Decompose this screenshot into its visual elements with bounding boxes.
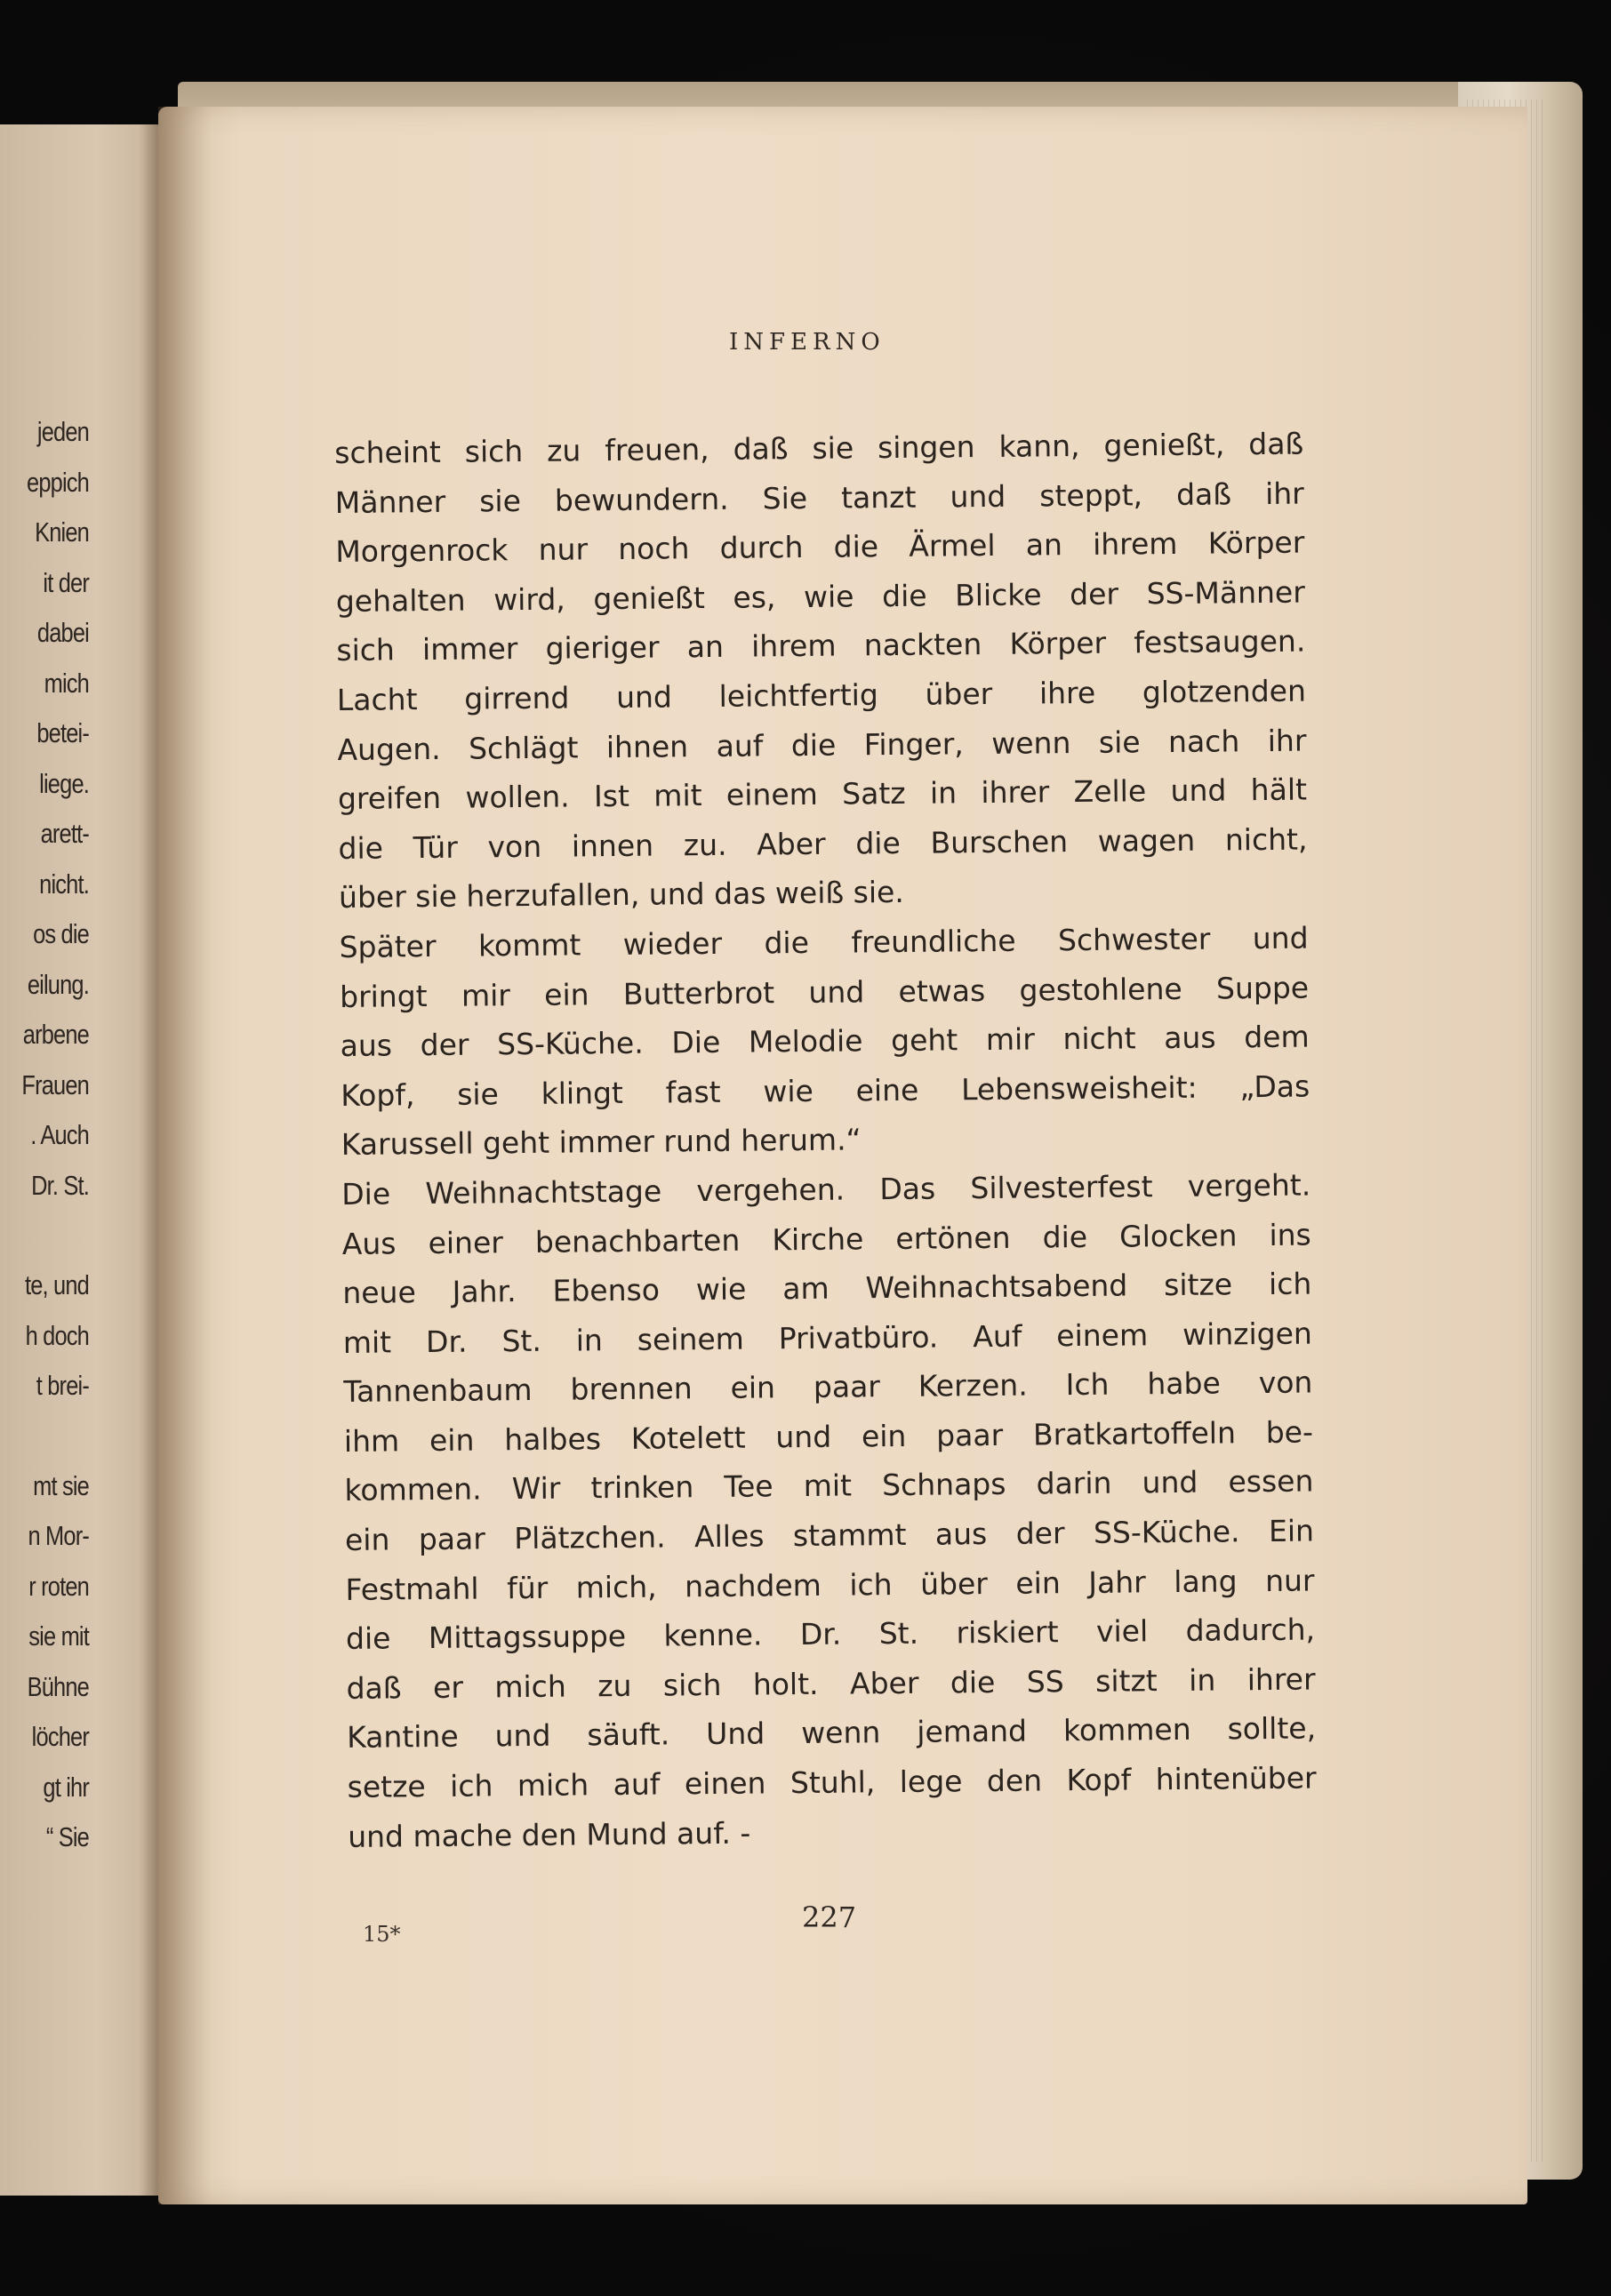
left-line: . Auch [30, 1119, 90, 1150]
left-line: mt sie [33, 1469, 89, 1501]
left-page-line-ends [0, 407, 89, 1863]
text-line: Kopf, sie klingt fast wie eine Lebensweisheit: „Das [341, 1068, 1310, 1113]
text-line: und mache den Mund auf. - [348, 1815, 751, 1854]
text-line: Festmahl für mich, nachdem ich über ein Jahr lang nur [345, 1563, 1315, 1607]
left-line: eilung. [27, 968, 89, 1000]
left-line: sie mit [28, 1620, 90, 1652]
text-line: Karussell geht immer rund herum.“ [341, 1122, 862, 1163]
left-line: gt ihr [43, 1771, 89, 1803]
left-line: betei- [36, 717, 89, 748]
left-line: dabei [36, 617, 89, 648]
text-line: die Tür von innen zu. Aber die Burschen wagen nicht, [338, 821, 1308, 866]
left-line: Knien [35, 516, 89, 548]
left-line: r roten [28, 1570, 89, 1602]
left-line: jeden [36, 416, 89, 447]
text-line: Die Weihnachtstage vergehen. Das Silvesterfest vergeht. [341, 1167, 1311, 1212]
left-line: it der [43, 566, 89, 598]
text-line: Aus einer benachbarten Kirche ertönen die Glocken ins [341, 1216, 1311, 1261]
text-line: daß er mich zu sich holt. Aber die SS sitzt in ihrer [346, 1661, 1316, 1706]
signature-mark: 15* [363, 1922, 401, 1947]
text-line: ein paar Plätzchen. Alles stammt aus der SS-Küche. Ein [344, 1513, 1315, 1558]
left-line: “ Sie [45, 1821, 89, 1852]
left-line: nicht. [39, 868, 89, 900]
text-line: sich immer gieriger an ihrem nackten Körper festsaugen. [336, 623, 1306, 668]
left-line: h doch [25, 1319, 89, 1351]
text-line: neue Jahr. Ebenso wie am Weihnachtsabend sitze ich [342, 1266, 1312, 1311]
text-line: ihm ein halbes Kotelett und ein paar Bratkartoffeln be- [343, 1414, 1314, 1459]
text-line: Lacht girrend und leichtfertig über ihre glotzenden [336, 673, 1307, 717]
left-line: liege. [39, 767, 89, 799]
spine-shadow [158, 107, 212, 2204]
running-head: INFERNO [729, 329, 886, 356]
left-line: mich [44, 667, 89, 699]
text-line: Kantine und säuft. Und wenn jemand kommen sollte, [346, 1710, 1317, 1756]
text-line: bringt mir ein Butterbrot und etwas gestohlene Suppe [339, 970, 1310, 1014]
text-line: die Mittagssuppe kenne. Dr. St. riskiert viel dadurch, [345, 1612, 1316, 1657]
left-line: t brei- [36, 1370, 89, 1401]
body-text [334, 420, 1317, 1862]
left-line: arbene [22, 1019, 89, 1050]
text-line: setze ich mich auf einen Stuhl, lege den Kopf hintenüber [347, 1760, 1317, 1804]
text-line: kommen. Wir trinken Tee mit Schnaps darin und essen [344, 1463, 1314, 1508]
text-line: über sie herzufallen, und das weiß sie. [338, 875, 905, 916]
left-line: arett- [40, 818, 89, 849]
left-line [16, 1412, 89, 1461]
text-line: Später kommt wieder die freundliche Schwester und [339, 920, 1309, 964]
left-line: n Mor- [28, 1520, 89, 1551]
left-line: te, und [24, 1269, 89, 1300]
text-line: Männer sie bewundern. Sie tanzt und steppt, daß ihr [334, 476, 1304, 520]
left-line: Dr. St. [31, 1169, 89, 1201]
text-line: Tannenbaum brennen ein paar Kerzen. Ich habe von [343, 1364, 1313, 1410]
text-line: Augen. Schlägt ihnen auf die Finger, wenn sie nach ihr [337, 723, 1307, 767]
left-line: Frauen [21, 1068, 89, 1100]
page-number: 227 [802, 1900, 857, 1934]
text-line: aus der SS-Küche. Die Melodie geht mir nicht aus dem [340, 1019, 1310, 1064]
text-line: scheint sich zu freuen, daß sie singen kann, genießt, daß [334, 426, 1304, 470]
text-line: Morgenrock nur noch durch die Ärmel an ihrem Körper [335, 524, 1305, 570]
left-line: Bühne [27, 1670, 89, 1702]
left-line: löcher [31, 1721, 89, 1752]
left-line: os die [33, 918, 89, 949]
text-line: gehalten wird, genießt es, wie die Blicke der SS-Männer [335, 574, 1306, 619]
left-line [16, 1211, 89, 1260]
left-page [0, 124, 162, 2196]
left-line: eppich [27, 466, 90, 498]
text-line: greifen wollen. Ist mit einem Satz in ihrer Zelle und hält [337, 772, 1308, 817]
text-line: mit Dr. St. in seinem Privatbüro. Auf einem winzigen [342, 1316, 1313, 1360]
